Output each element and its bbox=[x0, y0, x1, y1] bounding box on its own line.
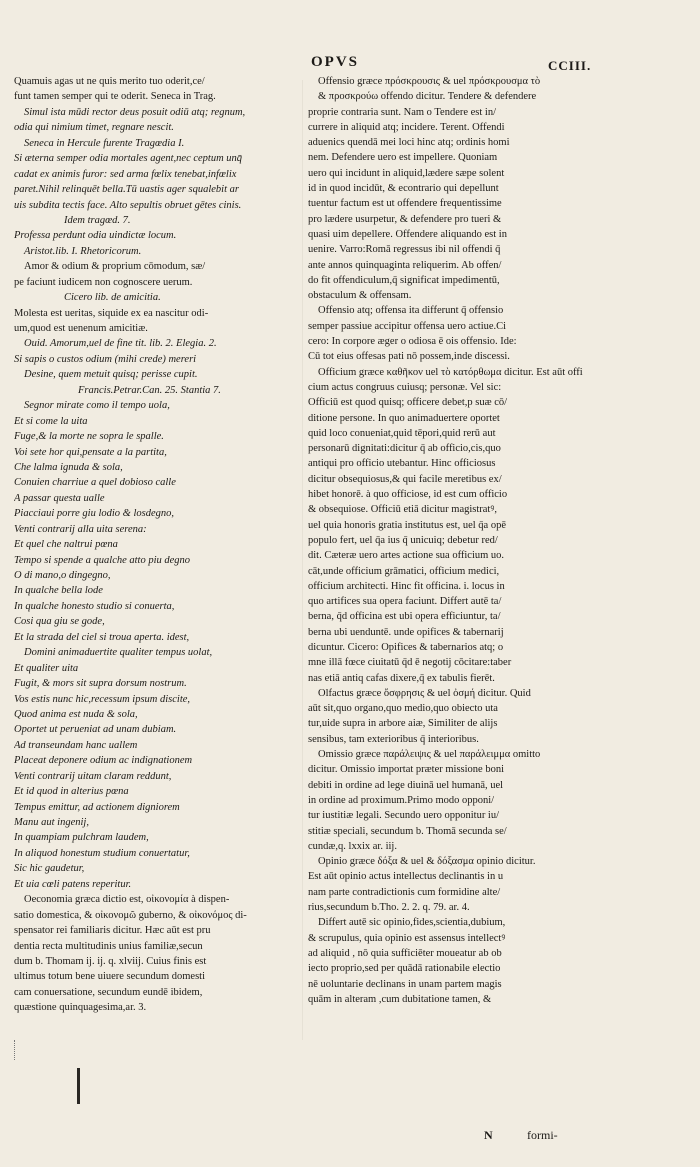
text-line: officium architecti. Hinc fit officina. i. locus in bbox=[308, 580, 505, 592]
text-line: personarū dignitati:dicitur q̄ ab officio,cis,quo bbox=[308, 443, 501, 455]
text-line: In qualche honesto studio si conuerta, bbox=[14, 600, 175, 612]
text-line: Vos estis nunc hic,recessum ipsum discite, bbox=[14, 693, 191, 705]
text-line: dicitur obsequiosus,& qui facile meretibus ex/ bbox=[308, 473, 502, 485]
text-line: ad aliquid , nō quia sufficiēter moueatur ab ob bbox=[308, 947, 502, 959]
ink-stroke-mark bbox=[77, 1068, 80, 1104]
text-line: dum b. Thomam ij. ij. q. xlviij. Cuius finis est bbox=[14, 955, 207, 967]
text-line: Cicero lib. de amicitia. bbox=[64, 292, 161, 304]
text-line: quo artifices sua opera faciunt. Differt autē ta/ bbox=[308, 596, 502, 608]
text-line: In qualche bella lode bbox=[14, 585, 103, 597]
margin-mark bbox=[14, 1040, 23, 1060]
text-line: Et id quod in alterius pœna bbox=[14, 786, 129, 798]
text-line: nas etiā antiq cafas dixere,q̄ ex tabulis fierēt. bbox=[308, 672, 495, 684]
text-line: debiti in ordine ad lege diuinā uel humanā, uel bbox=[308, 779, 504, 791]
text-line: dicitur. Omissio importat præter missione boni bbox=[308, 764, 504, 776]
text-line: Quod anima est nuda & sola, bbox=[14, 708, 138, 720]
text-line: Domini animaduertite qualiter tempus uolat, bbox=[24, 647, 213, 659]
text-line: cium actus congruus cuiusq; personæ. Vel sic: bbox=[308, 381, 502, 393]
text-line: dentia recta multitudinis unius familiæ,secun bbox=[14, 940, 203, 952]
text-line: cāt,unde officium grāmatici, officium medici, bbox=[308, 565, 500, 577]
text-line: satio domestica, & οἰκονομῶ guberno, & οἰκονόμος di- bbox=[14, 909, 247, 921]
text-line: Officium græce καθῆκον uel τὸ κατόρθωμα dicitur. Est aūt offi bbox=[318, 366, 583, 378]
text-line: Et quel che naltrui pœna bbox=[14, 539, 118, 551]
text-line: cero: In corpore æger o odiosa ē ois offensio. Ide: bbox=[308, 336, 517, 348]
text-line: um,quod est uenenum amicitiæ. bbox=[14, 323, 148, 334]
column-gutter bbox=[302, 80, 303, 1040]
text-line: Tempo si spende a qualche atto piu degno bbox=[14, 554, 191, 566]
text-line: in ordine ad proximum.Primo modo opponi/ bbox=[308, 794, 495, 806]
text-line: ultimus totum bene uiuere secundum domesti bbox=[14, 971, 206, 983]
text-line: Professa perdunt odia uindictæ locum. bbox=[14, 230, 177, 242]
text-line: Offensio atq; offensa ita differunt q̄ offensio bbox=[318, 305, 504, 317]
text-line: Voi sete hor qui,pensate a la partita, bbox=[14, 446, 167, 458]
text-line: proprie contraria sunt. Nam o Tendere est in/ bbox=[308, 106, 497, 118]
text-line: odia qui nimium timet, regnare nescit. bbox=[14, 122, 174, 134]
text-line: currere in aliquid atq; incidere. Terent. Offendi bbox=[308, 121, 505, 133]
text-line: funt tamen semper qui te oderit. Seneca in Trag. bbox=[14, 91, 216, 103]
text-line: In aliquod honestum studium conuertatur, bbox=[14, 847, 190, 859]
footer-catchline bbox=[484, 1128, 594, 1143]
text-line: quæstione quinquagesima,ar. 3. bbox=[14, 1002, 147, 1014]
text-line: Opinio græce δόξα & uel & δόξασμα opinio dicitur. bbox=[318, 856, 536, 868]
text-line: Tempus emittur, ad actionem digniorem bbox=[14, 801, 180, 813]
text-line: Et la strada del ciel si troua aperta. idest, bbox=[14, 631, 190, 643]
text-line: Quamuis agas ut ne quis merito tuo oderit,ce/ bbox=[14, 76, 205, 87]
text-line: A passar questa ualle bbox=[14, 492, 105, 504]
text-line: Desine, quem metuit quisq; perisse cupit. bbox=[24, 369, 198, 381]
signature-mark: N bbox=[484, 1128, 493, 1142]
text-line: Piacciaui porre giu lodio & losdegno, bbox=[14, 508, 175, 520]
text-line: sensibus, tam exterioribus q̄ interioribus. bbox=[308, 733, 479, 745]
text-line: quid loco conueniat,quid tēpori,quid rerū aut bbox=[308, 427, 496, 439]
text-line: uero qui incidunt in aliquid,lædere sæpe solent bbox=[308, 167, 505, 179]
text-line: stitiæ speciali, secundum b. Thomā secunda se/ bbox=[308, 825, 507, 837]
text-line: Molesta est ueritas, siquide ex ea nascitur odi- bbox=[14, 307, 209, 319]
text-line: mne illā fœce ciuitatū q̄d ē negotij cōcitare:taber bbox=[308, 657, 512, 669]
text-line: populo fert, uel q̄a ius q̄ unicuiq; debetur red/ bbox=[308, 534, 498, 546]
text-line: rius,secundum b.Tho. 2. 2. q. 79. ar. 4. bbox=[308, 902, 470, 914]
left-text-column bbox=[14, 74, 296, 1016]
text-line: Ouid. Amorum,uel de fine tit. lib. 2. Elegia. 2. bbox=[24, 338, 217, 350]
text-line: Simul ista mūdi rector deus posuit odiū atq; regnum, bbox=[24, 106, 246, 118]
text-line: berna, q̄d officina est ubi opera efficiuntur, ta/ bbox=[308, 611, 501, 623]
text-line: dicuntur. Cicero: Opifices & tabernarios atq; o bbox=[308, 641, 504, 653]
text-line: antiqui pro officio utebantur. Hinc officiosus bbox=[308, 458, 496, 470]
text-line: Cosi qua giu se gode, bbox=[14, 616, 105, 628]
text-line: uenire. Varro:Romā regressus ibi nil offendi q̄ bbox=[308, 244, 501, 256]
text-line: ante annos quinquaginta reliquerim. Ab offen/ bbox=[308, 259, 502, 271]
text-line: uel quia honoris gratia institutus est, uel q̄a opē bbox=[308, 519, 507, 531]
text-line: nē uoluntarie declinans in unam partem magis bbox=[308, 978, 502, 990]
text-line: O di mano,o dingegno, bbox=[14, 570, 111, 581]
text-line: ditione persone. In quo animaduertere oportet bbox=[308, 412, 500, 424]
text-line: Che lalma ignuda & sola, bbox=[14, 461, 123, 473]
text-line: quām in alteram ,cum dubitatione tamen, & bbox=[308, 993, 492, 1005]
text-line: nam parte contradictionis cum formidine alte/ bbox=[308, 886, 501, 898]
text-line: Et si come la uita bbox=[14, 415, 88, 427]
text-line: In quampiam pulchram laudem, bbox=[14, 832, 149, 844]
text-line: Manu aut ingenij, bbox=[14, 817, 89, 828]
text-line: do fit offendiculum,q̄ significat impedimentū, bbox=[308, 274, 500, 286]
text-line: uis subdita tectis face. Alto sepultis obruet gētes cinis. bbox=[14, 199, 242, 211]
text-line: & obsequiose. Officiū etiā dicitur magistratꝰ, bbox=[308, 504, 497, 516]
text-line: pro lædere usurpetur, & defendere pro tueri & bbox=[308, 213, 502, 225]
catchword: formi- bbox=[527, 1128, 558, 1142]
running-title: OPVS bbox=[310, 54, 359, 70]
text-line: tur iustitiæ legali. Secundo uero opponitur iu/ bbox=[308, 810, 500, 822]
text-line: dit. Cæteræ uero artes actione sua officium uo. bbox=[308, 550, 505, 562]
text-line: Si æterna semper odia mortales agent,nec ceptum unq̄ bbox=[14, 153, 243, 165]
text-line: & προσκρούω offendo dicitur. Tendere & defendere bbox=[318, 91, 537, 103]
text-line: Amor & odium & proprium cōmodum, sæ/ bbox=[24, 261, 206, 273]
text-line: Si sapis o custos odium (mihi crede) mereri bbox=[14, 353, 197, 365]
text-line: Est aūt opinio actus intellectus declinantis in u bbox=[308, 871, 504, 883]
text-line: Oeconomia græca dictio est, οἰκονομία à dispen- bbox=[24, 894, 230, 906]
text-line: Seneca in Hercule furente Tragœdia I. bbox=[24, 137, 185, 149]
text-line: Sic hic gaudetur, bbox=[14, 863, 85, 875]
text-line: paret.Nihil relinquēt bella.Tū uastis ager squalebit ar bbox=[14, 184, 239, 196]
text-line: berna ubi uenduntē. unde opifices & tabernarij bbox=[308, 626, 504, 638]
text-line: tuentur factum est ut offendere frequentissime bbox=[308, 198, 502, 210]
folio-number: CCIII. bbox=[548, 58, 592, 73]
text-line: Venti contrarij alla uita serena: bbox=[14, 523, 147, 535]
text-line: quasi uim depellere. Offendere aliquando est in bbox=[308, 228, 507, 240]
text-line: Idem tragœd. 7. bbox=[64, 214, 131, 226]
text-line: Aristot.lib. I. Rhetoricorum. bbox=[24, 245, 142, 257]
text-line: cadat ex animis furor: sed arma fœlix tenebat,infœlix bbox=[14, 168, 237, 180]
text-line: Venti contrarij uitam claram reddunt, bbox=[14, 770, 172, 782]
text-line: Oportet ut perueniat ad unam dubiam. bbox=[14, 724, 177, 736]
text-line: Omissio græce παράλειψις & uel παράλειμμα omitto bbox=[318, 749, 541, 761]
text-line: & scrupulus, quia opinio est assensus intellectꝰ bbox=[308, 932, 506, 944]
text-line: semper passiue accipitur offensa uero actiue.Ci bbox=[308, 320, 507, 332]
text-line: spensator rei familiaris dicitur. Hæc aūt est pru bbox=[14, 925, 211, 937]
text-line: Offensio græce πρόσκρουσις & uel πρόσκρουσμα τὸ bbox=[318, 76, 541, 87]
text-line: Placeat deponere odium ac indignationem bbox=[14, 755, 193, 767]
text-line: cundæ,q. lxxix ar. iij. bbox=[308, 840, 397, 852]
text-line: Conuien charriue a quel dobioso calle bbox=[14, 477, 176, 489]
text-line: obstaculum & offensam. bbox=[308, 290, 412, 302]
text-line: Olfactus græce ὄσφρησις & uel ὀσμή dicitur. Quid bbox=[318, 687, 531, 699]
text-line: Fugit, & mors sit supra dorsum nostrum. bbox=[14, 678, 187, 690]
text-line: Francis.Petrar.Can. 25. Stantia 7. bbox=[78, 384, 221, 396]
text-line: cam conuersatione, secundum eundē ibidem, bbox=[14, 986, 203, 998]
text-line: hibet honorē. à quo officiose, id est cum officio bbox=[308, 489, 508, 501]
text-line: id in quod incidūt, & econtrario qui depellunt bbox=[308, 183, 499, 195]
text-line: Et uia cœli patens reperitur. bbox=[14, 878, 132, 890]
text-line: pe faciunt iudicem non cognoscere uerum. bbox=[14, 276, 193, 288]
text-line: Et qualiter uita bbox=[14, 662, 79, 674]
text-line: iecto proprio,sed per quādā rationabile electio bbox=[308, 963, 501, 975]
text-line: Cū tot eius offesas pati nō possem,inde discessi. bbox=[308, 351, 510, 363]
text-line: aūt sit,quo organo,quo medio,quo obiecto uta bbox=[308, 703, 498, 715]
text-line: Ad transeundam hanc uallem bbox=[14, 739, 138, 751]
text-line: nem. Defendere uero est impellere. Quoniam bbox=[308, 152, 498, 164]
text-line: Differt autē sic opinio,fides,scientia,dubium, bbox=[318, 917, 506, 929]
text-line: tur,uide supra in arbore aiæ, Similiter de alijs bbox=[308, 718, 498, 730]
right-text-column bbox=[308, 74, 598, 1007]
text-line: Fuge,& la morte ne sopra le spalle. bbox=[14, 431, 164, 443]
text-line: Segnor mirate como il tempo uola, bbox=[24, 400, 170, 412]
text-line: aduenics quendā mei loci hinc atq; ordinis homi bbox=[308, 137, 510, 149]
text-line: Officiū est quod quisq; officere debet,p suæ cō/ bbox=[308, 397, 508, 409]
